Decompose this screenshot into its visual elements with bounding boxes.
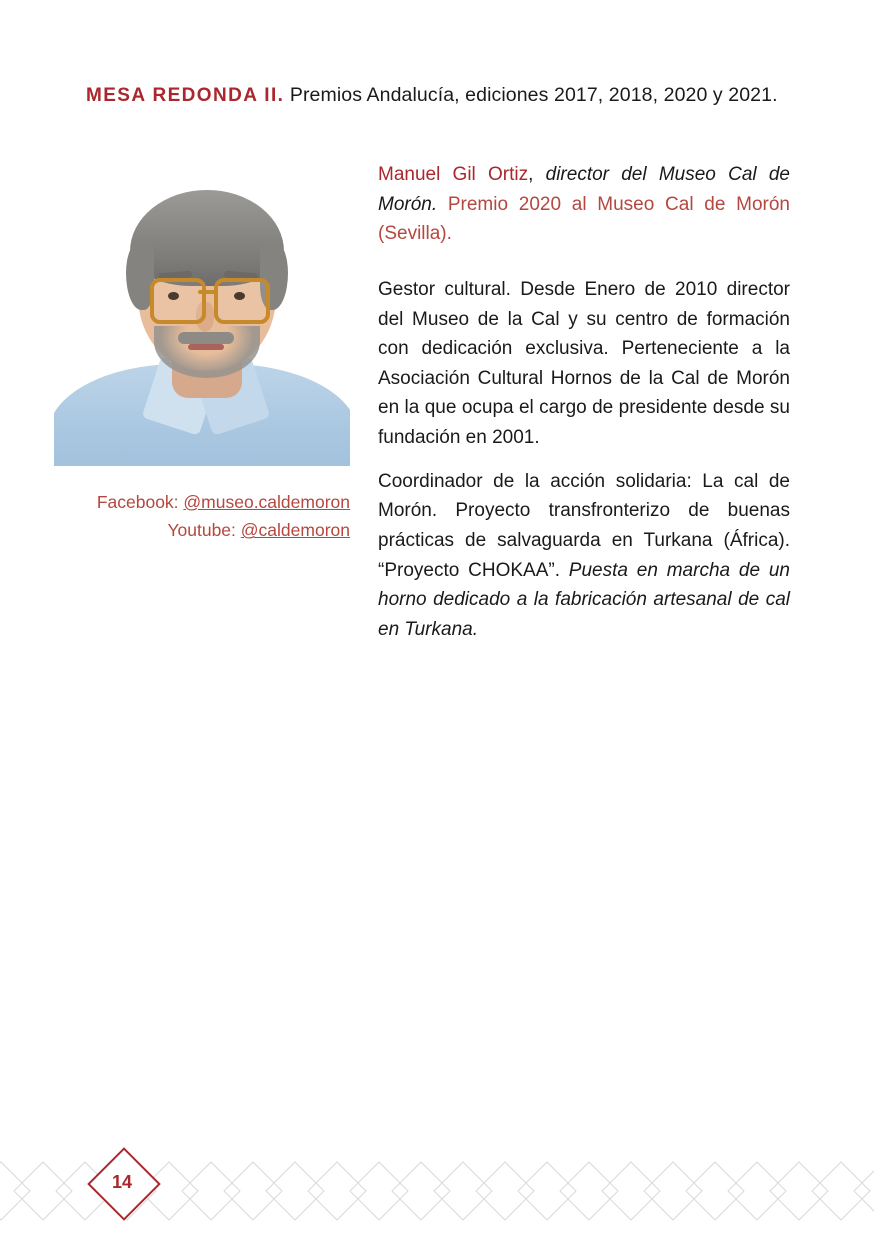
youtube-handle-link[interactable]: @caldemoron xyxy=(240,520,350,541)
portrait-eye-left xyxy=(168,292,179,300)
portrait-mustache xyxy=(178,332,234,344)
portrait-glasses-right xyxy=(214,278,270,324)
speaker-portrait-illustration xyxy=(54,168,350,466)
page-number: 14 xyxy=(111,1171,133,1192)
speaker-comma: , xyxy=(528,164,534,185)
speaker-name: Manuel Gil Ortiz xyxy=(378,164,529,185)
bio-paragraph-1: Gestor cultural. Desde Enero de 2010 director del Museo de la Cal y su centro de formación con dedicación exclusiva. Perteneciente a la Asociación Cultural Hornos de la Cal de Morón en la que ocupa el cargo de presidente desde su fundación en 2001. xyxy=(378,278,790,448)
portrait-glasses-left xyxy=(150,278,206,324)
section-heading-lead: MESA REDONDA II. xyxy=(86,85,285,106)
speaker-role: director del Museo Cal de Morón. xyxy=(378,164,790,215)
bio-paragraph-2-italic: Puesta en marcha de un horno dedicado a la fabricación artesanal de cal en Turkana. xyxy=(378,559,790,640)
facebook-label: Facebook: xyxy=(96,492,184,512)
speaker-photo xyxy=(54,168,350,466)
portrait-glasses-bridge xyxy=(198,290,216,294)
diamond-ornament xyxy=(853,1161,874,1220)
bio-paragraph-2-plain: Coordinador de la acción solidaria: La cal de Morón. Proyecto transfronterizo de buenas prácticas de salvaguarda en Turkana (África). “Proyecto CHOKAA”. xyxy=(378,470,790,581)
bio-column xyxy=(378,160,790,658)
facebook-row xyxy=(54,488,350,516)
speaker-award: Premio 2020 al Museo Cal de Morón (Sevilla). xyxy=(378,193,790,245)
speaker-intro xyxy=(378,160,790,249)
portrait-eye-right xyxy=(234,292,245,300)
youtube-label: Youtube: xyxy=(167,520,241,541)
bio-paragraph-2 xyxy=(378,467,790,645)
social-links xyxy=(54,488,350,545)
youtube-row xyxy=(54,516,350,544)
section-heading xyxy=(86,80,786,110)
section-heading-rest: Premios Andalucía, ediciones 2017, 2018, 2020 y 2021. xyxy=(284,84,778,106)
portrait-mouth xyxy=(188,344,224,350)
facebook-handle-link[interactable]: @museo.caldemoron xyxy=(183,492,350,512)
